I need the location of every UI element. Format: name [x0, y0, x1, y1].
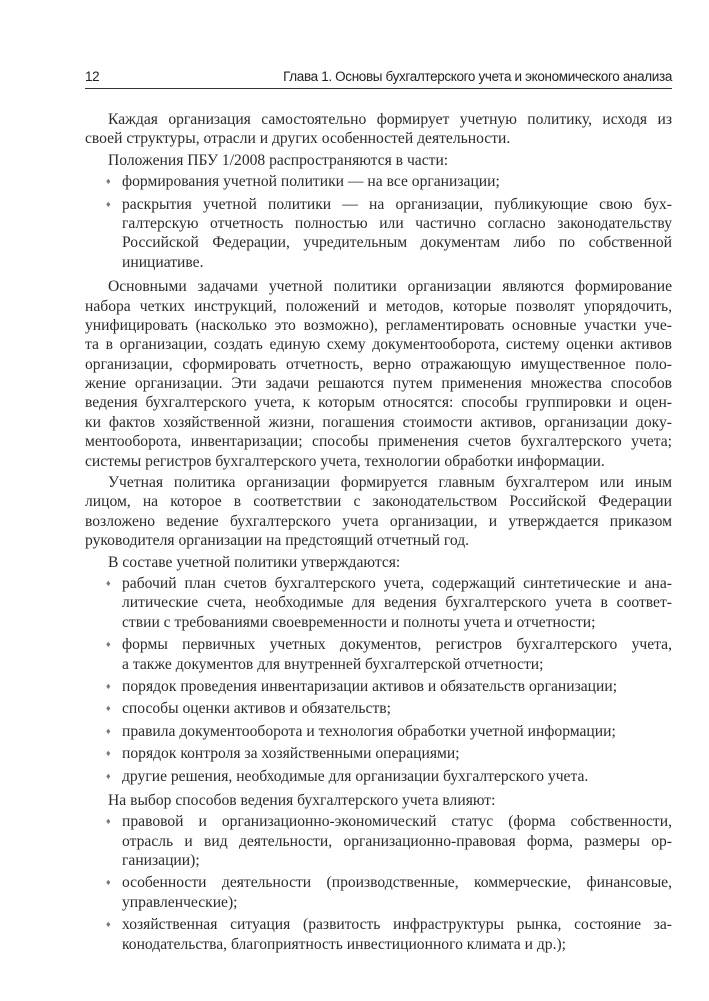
- text-line: В составе учетной политики утверждаются:: [108, 553, 401, 571]
- text-line: Положения ПБУ 1/2008 распространяются в части:: [108, 151, 449, 169]
- text-line: рабочий план счетов бухгалтерского учета, содержащий синтетические и ана-: [122, 574, 672, 592]
- text-line: правила документооборота и технология обработки учетной информации;: [122, 722, 616, 740]
- text-line: конодательства, благоприятность инвестиционного климата и др.);: [122, 935, 567, 953]
- list-item: [85, 744, 672, 763]
- diamond-bullet-icon: ♦: [106, 770, 111, 781]
- bullet-list: [85, 172, 672, 272]
- text-line: порядок контроля за хозяйственными операциями;: [122, 745, 460, 763]
- text-line: другие решения, необходимые для организации бухгалтерского учета.: [122, 767, 589, 785]
- list-item: [85, 172, 672, 191]
- text-line: отрасль и вид деятельности, организационно-правовая форма, размеры ор-: [122, 832, 672, 850]
- list-item: [85, 574, 672, 632]
- diamond-bullet-icon: ♦: [106, 919, 111, 930]
- text-line: та в организации, создать единую схему документооборота, систему оценки активов: [85, 336, 672, 354]
- running-header: [85, 66, 672, 89]
- text-line: формирования учетной политики — на все организации;: [122, 173, 500, 191]
- text-line: порядок проведения инвентаризации активов и обязательств организации;: [122, 677, 618, 695]
- text-line: Каждая организация самостоятельно формирует учетную политику, исходя из: [108, 111, 672, 128]
- text-line: раскрытия учетной политики — на организации, публикующие свою бух-: [122, 195, 672, 213]
- text-line: ведения бухгалтерского учета, к которым относятся: способы группировки и оцен-: [85, 394, 672, 412]
- text-line: Учетная политика организации формируется главным бухгалтером или иным: [108, 474, 672, 492]
- text-line: унифицировать (насколько это возможно), регламентировать основные участки уче-: [85, 316, 672, 334]
- list-item: [85, 873, 672, 912]
- text-line: лицом, на которое в соответствии с законодательством Российской Федерации: [85, 493, 672, 511]
- paragraph: [85, 553, 672, 572]
- bullet-list: [85, 574, 672, 786]
- chapter-title: Глава 1. Основы бухгалтерского учета и экономического анализа: [283, 69, 672, 84]
- list-item: [85, 812, 672, 870]
- text-line: особенности деятельности (производственные, коммерческие, финансовые,: [122, 874, 672, 892]
- diamond-bullet-icon: ♦: [106, 198, 111, 209]
- list-item: [85, 195, 672, 273]
- text-line: ментооборота, инвентаризации; способы применения счетов бухгалтерского учета;: [85, 433, 672, 451]
- text-line: Российской Федерации, учредительным документам либо по собственной: [122, 234, 672, 252]
- text-line: хозяйственная ситуация (развитость инфраструктуры рынка, состояние за-: [122, 916, 672, 934]
- text-line: правовой и организационно-экономический статус (форма собственности,: [122, 813, 672, 831]
- paragraph: [85, 151, 672, 170]
- text-line: а также документов для внутренней бухгалтерской отчетности;: [122, 655, 544, 673]
- text-line: формы первичных учетных документов, регистров бухгалтерского учета,: [122, 636, 672, 654]
- text-line: своей структуры, отрасли и других особенностей деятельности.: [85, 130, 511, 148]
- text-line: ганизации);: [122, 852, 200, 870]
- page-body: [85, 110, 672, 959]
- list-item: [85, 722, 672, 741]
- diamond-bullet-icon: ♦: [106, 748, 111, 759]
- paragraph: [85, 110, 672, 149]
- text-line: организации, сформировать отчетность, верно отражающую имущественное поло-: [85, 355, 672, 373]
- diamond-bullet-icon: ♦: [106, 639, 111, 650]
- diamond-bullet-icon: ♦: [106, 877, 111, 888]
- diamond-bullet-icon: ♦: [106, 816, 111, 827]
- diamond-bullet-icon: ♦: [106, 680, 111, 691]
- list-item: [85, 635, 672, 674]
- diamond-bullet-icon: ♦: [106, 577, 111, 588]
- page-number: 12: [85, 69, 100, 84]
- paragraph: [85, 791, 672, 810]
- paragraph: [85, 473, 672, 551]
- text-line: управленческие);: [122, 893, 238, 911]
- text-line: набора четких инструкций, положений и методов, которые позволят упорядочить,: [85, 297, 672, 315]
- list-item: [85, 915, 672, 954]
- diamond-bullet-icon: ♦: [106, 703, 111, 714]
- paragraph: [85, 277, 672, 471]
- diamond-bullet-icon: ♦: [106, 725, 111, 736]
- text-line: системы регистров бухгалтерского учета, технологии обработки информации.: [85, 452, 605, 470]
- text-line: способы оценки активов и обязательств;: [122, 700, 391, 718]
- text-line: Основными задачами учетной политики организации являются формирование: [108, 278, 672, 296]
- text-line: возложено ведение бухгалтерского учета организации, и утверждается приказом: [85, 512, 672, 530]
- diamond-bullet-icon: ♦: [106, 176, 111, 187]
- text-line: литические счета, необходимые для ведения бухгалтерского учета в соответ-: [122, 594, 672, 612]
- text-line: инициативе.: [122, 253, 204, 271]
- text-line: ствии с требованиями своевременности и полноты учета и отчетности;: [122, 613, 596, 631]
- text-line: ки фактов хозяйственной жизни, погашения стоимости активов, организации доку-: [85, 413, 672, 431]
- text-line: галтерскую отчетность полностью или частично согласно законодательству: [122, 214, 672, 232]
- text-line: руководителя организации на предстоящий отчетный год.: [85, 532, 470, 550]
- list-item: [85, 677, 672, 696]
- list-item: [85, 767, 672, 786]
- bullet-list: [85, 812, 672, 954]
- list-item: [85, 699, 672, 718]
- text-line: жение организации. Эти задачи решаются путем применения множества способов: [85, 375, 672, 393]
- text-line: На выбор способов ведения бухгалтерского учета влияют:: [108, 791, 496, 809]
